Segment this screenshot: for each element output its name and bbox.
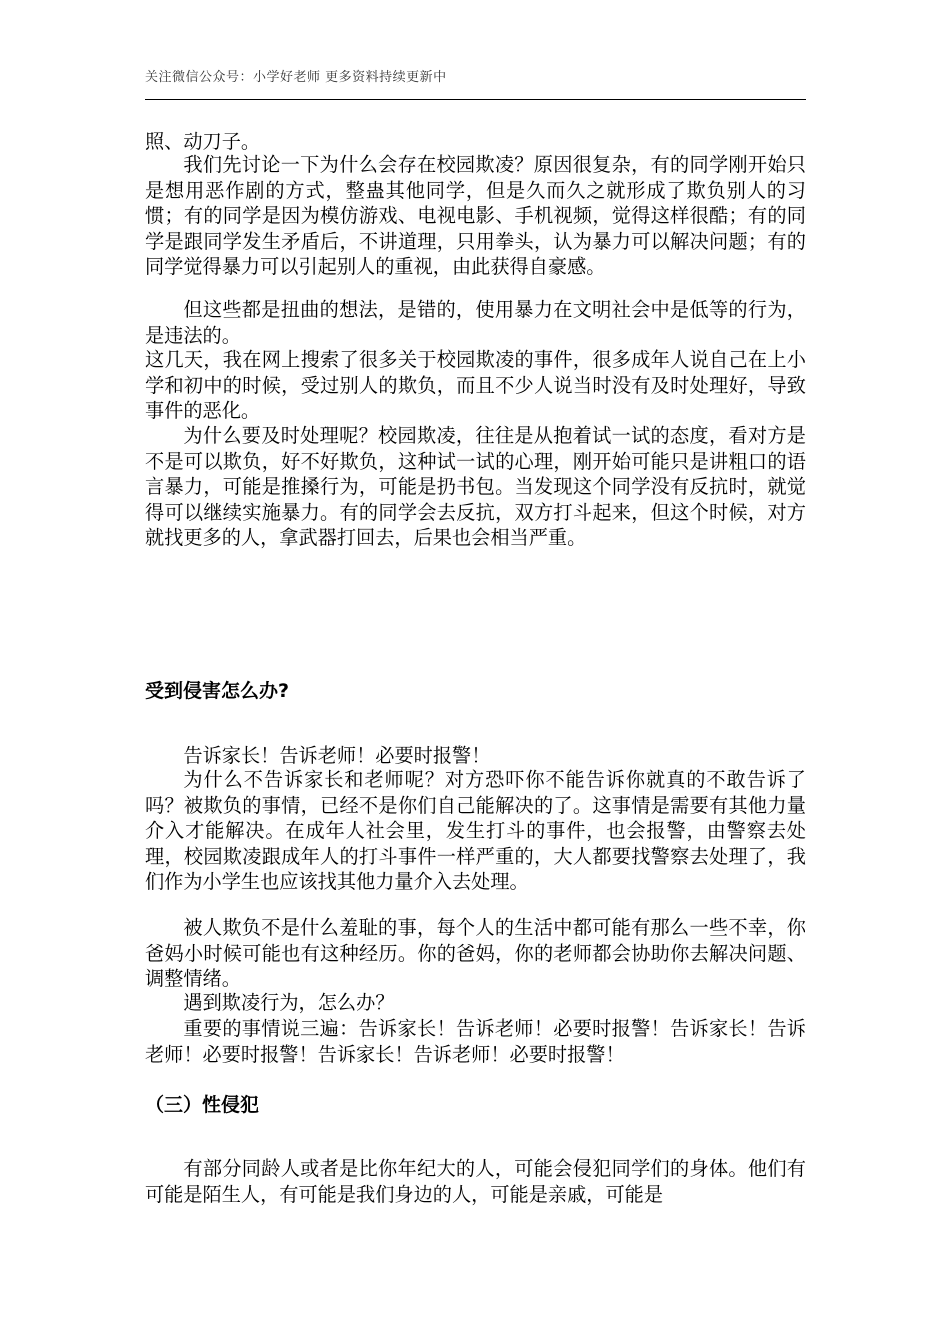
page-header: 关注微信公众号：小学好老师 更多资料持续更新中	[145, 70, 447, 85]
section-heading-harm: 受到侵害怎么办?	[145, 680, 290, 702]
paragraph-10: 重要的事情说三遍：告诉家长！告诉老师！必要时报警！告诉家长！告诉老师！必要时报警！告诉家长！告诉老师！必要时报警！	[145, 1017, 806, 1066]
section-heading-sexual-assault: （三）性侵犯	[145, 1094, 260, 1116]
paragraph-4: 这几天，我在网上搜索了很多关于校园欺凌的事件，很多成年人说自己在上小学和初中的时候，受过别人的欺负，而且不少人说当时没有及时处理好，导致事件的恶化。	[145, 348, 806, 423]
paragraph-2: 我们先讨论一下为什么会存在校园欺凌？原因很复杂，有的同学刚开始只是想用恶作剧的方式，整蛊其他同学，但是久而久之就形成了欺负别人的习惯；有的同学是因为模仿游戏、电视电影、手机视频，觉得这样很酷；有的同学是跟同学发生矛盾后，不讲道理，只用拳头，认为暴力可以解决问题；有的同学觉得暴力可以引起别人的重视，由此获得自豪感。	[145, 153, 806, 279]
paragraph-3: 但这些都是扭曲的想法，是错的，使用暴力在文明社会中是低等的行为，是违法的。	[145, 298, 806, 347]
paragraph-7: 为什么不告诉家长和老师呢？对方恐吓你不能告诉你就真的不敢告诉了吗？被欺负的事情，已经不是你们自己能解决的了。这事情是需要有其他力量介入才能解决。在成年人社会里，发生打斗的事件，也会报警，由警察去处理，校园欺凌跟成年人的打斗事件一样严重的，大人都要找警察去处理了，我们作为小学生也应该找其他力量介入去处理。	[145, 768, 806, 894]
paragraph-8: 被人欺负不是什么羞耻的事，每个人的生活中都可能有那么一些不幸，你爸妈小时候可能也有这种经历。你的爸妈，你的老师都会协助你去解决问题、调整情绪。	[145, 916, 806, 991]
paragraph-11: 有部分同龄人或者是比你年纪大的人，可能会侵犯同学们的身体。他们有可能是陌生人，有可能是我们身边的人，可能是亲戚，可能是	[145, 1157, 806, 1206]
paragraph-6: 告诉家长！告诉老师！必要时报警！	[183, 744, 491, 767]
header-divider	[145, 99, 806, 100]
paragraph-1: 照、动刀子。	[145, 130, 261, 153]
paragraph-9: 遇到欺凌行为，怎么办？	[183, 991, 395, 1014]
paragraph-5: 为什么要及时处理呢？校园欺凌，往往是从抱着试一试的态度，看对方是不是可以欺负，好不好欺负，这种试一试的心理，刚开始可能只是讲粗口的语言暴力，可能是推搡行为，可能是扔书包。当发现这个同学没有反抗时，就觉得可以继续实施暴力。有的同学会去反抗，双方打斗起来，但这个时候，对方就找更多的人，拿武器打回去，后果也会相当严重。	[145, 424, 806, 550]
